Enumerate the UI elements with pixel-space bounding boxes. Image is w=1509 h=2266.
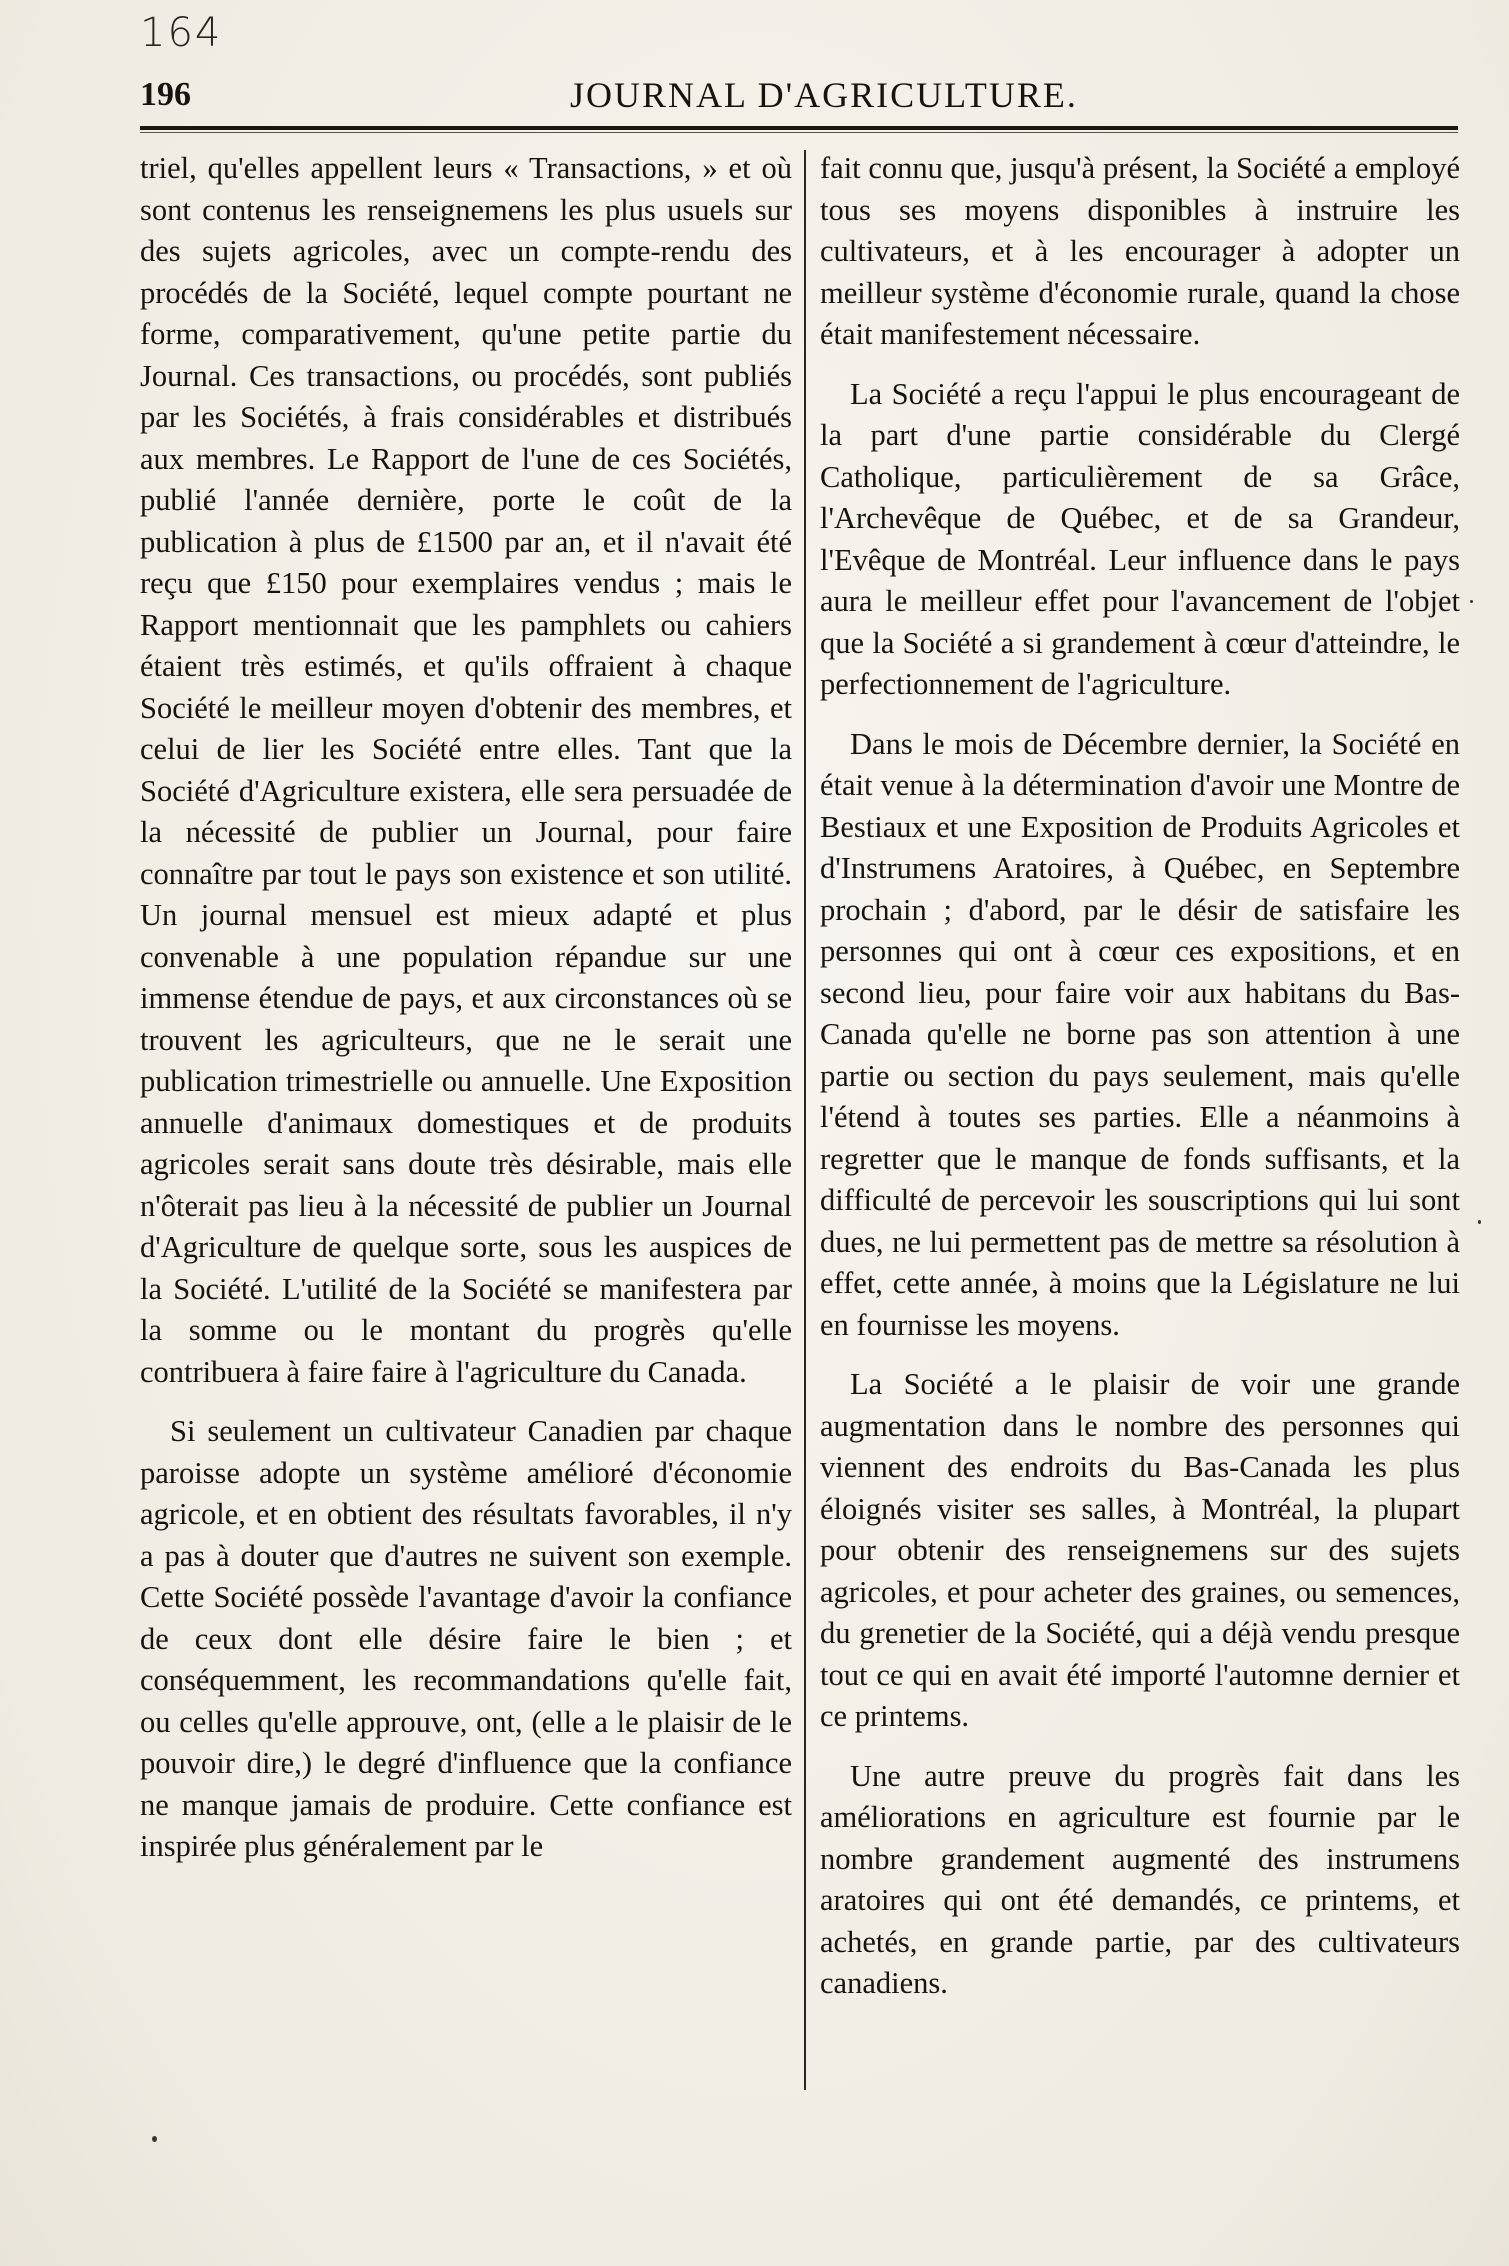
paragraph: fait connu que, jusqu'à présent, la Société a employé tous ses moyens disponibles à instruire les cultivateurs, et à les encourager à adopter un meilleur système d'économie rurale, quand la chose était manifestement nécessaire.: [820, 151, 1460, 351]
right-column: [820, 148, 1460, 2005]
paragraph: La Société a reçu l'appui le plus encourageant de la part d'une partie considérable du Clergé Catholique, particulièrement de sa Grâce, l'Archevêque de Québec, et de sa Grandeur, l'Evêque de Montréal. Leur influence dans le pays aura le meilleur effet pour l'avancement de l'objet que la Société a si grandement à cœur d'atteindre, le perfectionnement de l'agriculture.: [820, 376, 1460, 701]
page-number: 196: [140, 76, 191, 113]
paragraph: Si seulement un cultivateur Canadien par chaque paroisse adopte un système amélioré d'économie agricole, et en obtient des résultats favorables, il n'y a pas à douter que d'autres ne suivent son exemple. Cette Société possède l'avantage d'avoir la confiance de ceux dont elle désire faire le bien ; et conséquemment, les recommandations qu'elle fait, ou celles qu'elle approuve, ont, (elle a le plaisir de le pouvoir dire,) le degré d'influence que la confiance ne manque jamais de produire. Cette confiance est inspirée plus généralement par le: [140, 1414, 792, 1863]
ink-speck: [1470, 600, 1473, 603]
header-rule-thin: [140, 132, 1458, 133]
handwritten-page-number: 164: [140, 10, 223, 56]
paragraph: Une autre preuve du progrès fait dans les améliorations en agriculture est fournie par le nombre grandement augmenté des instrumens aratoires qui ont été demandés, ce printems, et achetés, en grande partie, par des cultivateurs canadiens.: [820, 1758, 1460, 2000]
paragraph: triel, qu'elles appellent leurs « Transactions, » et où sont contenus les renseignemens les plus usuels sur des sujets agricoles, avec un compte-rendu des procédés de la Société, lequel compte pourtant ne forme, comparativement, qu'une petite partie du Journal. Ces transactions, ou procédés, sont publiés par les Sociétés, à frais considérables et distribués aux membres. Le Rapport de l'une de ces Sociétés, publié l'année dernière, porte le coût de la publication à plus de £1500 par an, et il n'avait été reçu que £150 pour exemplaires vendus ; mais le Rapport mentionnait que les pamphlets ou cahiers étaient très estimés, et qu'ils offraient à chaque Société le meilleur moyen d'obtenir des membres, et celui de lier les Société entre elles. Tant que la Société d'Agriculture existera, elle sera persuadée de la nécessité de publier un Journal, pour faire connaître par tout le pays son existence et son utilité. Un journal mensuel est mieux adapté et plus convenable à une population répandue sur une immense étendue de pays, et aux circonstances où se trouvent les agriculteurs, que ne le serait une publication trimestrielle ou annuelle. Une Exposition annuelle d'animaux domestiques et de produits agricoles serait sans doute très désirable, mais elle n'ôterait pas lieu à la nécessité de publier un Journal d'Agriculture de quelque sorte, sous les auspices de la Société. L'utilité de la Société se manifestera par la somme ou le montant du progrès qu'elle contribuera à faire faire à l'agriculture du Canada.: [140, 151, 792, 1389]
page-header: [140, 70, 1460, 130]
header-rule: [140, 126, 1458, 130]
column-divider: [804, 150, 806, 2090]
ink-speck: [1478, 1220, 1481, 1224]
ink-speck: [152, 2136, 157, 2142]
journal-title: JOURNAL D'AGRICULTURE.: [570, 75, 1078, 115]
paragraph: Dans le mois de Décembre dernier, la Société en était venue à la détermination d'avoir une Montre de Bestiaux et une Exposition de Produits Agricoles et d'Instrumens Aratoires, à Québec, en Septembre prochain ; d'abord, par le désir de satisfaire les personnes qui ont à cœur ces expositions, et en second lieu, pour faire voir aux habitans du Bas-Canada qu'elle ne borne pas son attention à une partie ou section du pays seulement, mais qu'elle l'étend à toutes ses parties. Elle a néanmoins à regretter que le manque de fonds suffisants, et la difficulté de percevoir les souscriptions qui lui sont dues, ne lui permettent pas de mettre sa résolution à effet, cette année, à moins que la Législature ne lui en fournisse les moyens.: [820, 726, 1460, 1342]
paragraph: La Société a le plaisir de voir une grande augmentation dans le nombre des personnes qui viennent des endroits du Bas-Canada les plus éloignés visiter ses salles, à Montréal, la plupart pour obtenir des renseignemens sur des sujets agricoles, et pour acheter des graines, ou semences, du grenetier de la Société, qui a déjà vendu presque tout ce qui en avait été importé l'automne dernier et ce printems.: [820, 1367, 1460, 1733]
left-column: [140, 148, 792, 1868]
